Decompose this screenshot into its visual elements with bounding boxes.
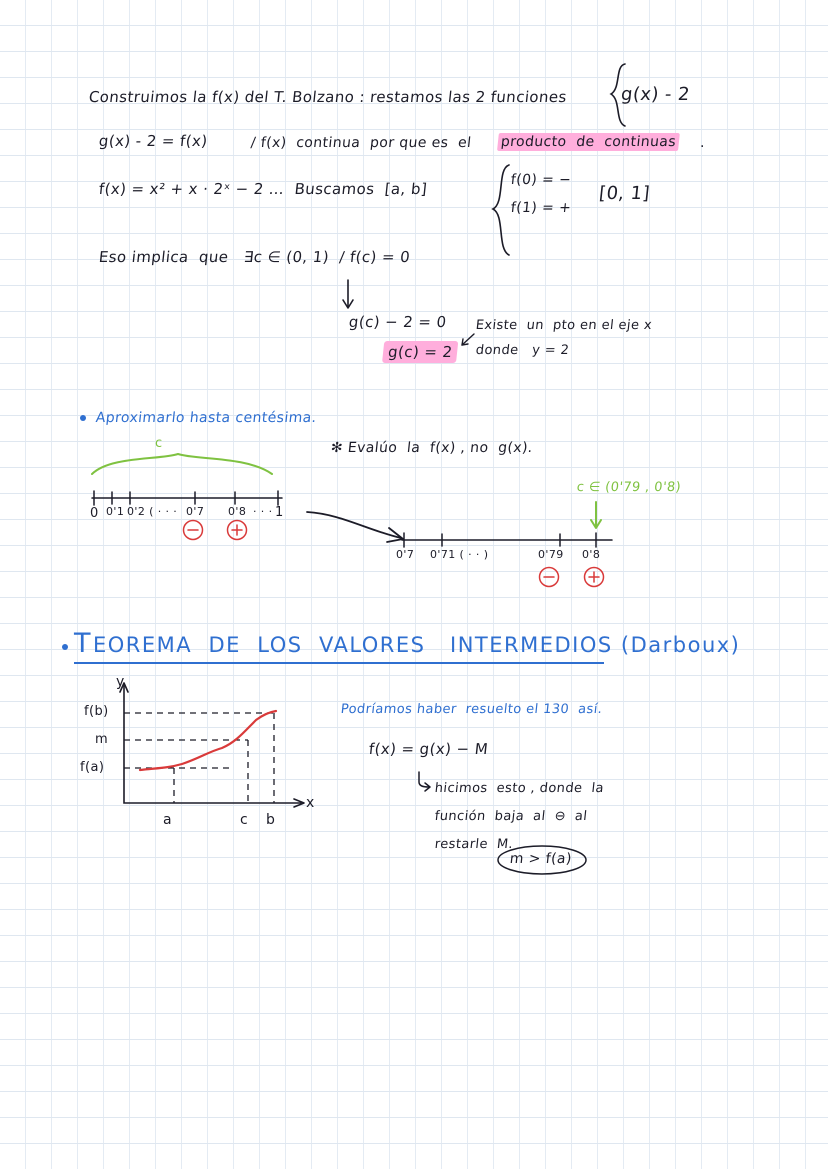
axis2-tick-08: 0'8: [582, 548, 601, 561]
bullet-tvi: [62, 644, 68, 650]
note-line-3-part1: f(x) = x² + x · 2ˣ − 2 … Buscamos [a, b]: [98, 180, 429, 198]
axis2-plus-badge: [583, 566, 607, 590]
graph-xtick-c: c: [240, 812, 249, 828]
pointer-arrow-icon: [460, 332, 476, 350]
graph-y-label: y: [116, 674, 125, 690]
axis1-tick-dots: · · ·: [253, 505, 273, 518]
note-line-4: Eso implica que ∃c ∈ (0, 1) / f(c) = 0: [98, 248, 412, 266]
side-note-formula: f(x) = g(x) − M: [368, 740, 490, 758]
axis2-tick-07: 0'7: [396, 548, 415, 561]
graph-xtick-a: a: [163, 812, 172, 828]
tvi-title-initial: T: [74, 628, 92, 659]
green-arrow-down-icon: [588, 500, 606, 534]
graph-xtick-b: b: [266, 812, 276, 828]
brace-1-item: g(x) - 2: [620, 84, 691, 105]
approx-label: Aproximarlo hasta centésima.: [95, 410, 318, 426]
axis1-tick-07: 0'7: [186, 505, 205, 518]
note-line-5-side-1: Existe un pto en el eje x: [475, 318, 653, 333]
brace-2-line-1: f(0) = −: [510, 172, 573, 188]
side-note-title: Podríamos haber resuelto el 130 así.: [340, 702, 604, 717]
axis1-tick-01: 0'1: [106, 505, 125, 518]
note-line-2-highlighted: producto de continuas: [497, 133, 680, 151]
axis2-tick-079: 0'79: [538, 548, 564, 561]
side-note-body-3: restarle M.: [434, 837, 514, 852]
side-note-body-1: hicimos esto , donde la: [434, 781, 605, 796]
axis2-minus-badge: [538, 566, 562, 590]
bullet-approx: [80, 415, 86, 421]
graph-ytick-m: m: [95, 732, 109, 747]
graph-ytick-fb: f(b): [84, 704, 109, 719]
star-note: ✻ Evalúo la f(x) , no g(x).: [330, 440, 534, 456]
note-line-2-part2: / f(x) continua por que es el: [250, 135, 473, 151]
note-line-2-period: .: [700, 135, 705, 151]
axis2-tick-071: 0'71 ( · · ): [430, 548, 489, 561]
note-line-5-boxed: g(c) = 2: [382, 341, 459, 363]
axis1-tick-1: 1: [275, 505, 284, 520]
axis1-minus-badge: [182, 519, 206, 543]
interval-0-1: [0, 1]: [598, 183, 652, 204]
tvi-title: EOREMA DE LOS VALORES INTERMEDIOS (Darboux): [93, 633, 741, 657]
note-line-2-part1: g(x) - 2 = f(x): [98, 132, 209, 150]
graph-ytick-fa: f(a): [80, 760, 105, 775]
axis1-tick-08: 0'8: [228, 505, 247, 518]
brace-2-line-2: f(1) = +: [510, 200, 573, 216]
note-line-1-text: Construimos la f(x) del T. Bolzano : restamos las 2 funciones: [88, 88, 568, 106]
arrow-down-icon: [340, 278, 360, 314]
axis2-conclusion: c ∈ (0'79 , 0'8): [576, 480, 682, 495]
zoom-arrow-icon: [305, 508, 415, 548]
brace-2: [487, 163, 513, 263]
tvi-graph: [96, 678, 326, 828]
green-c-label: c: [155, 436, 163, 451]
axis1-tick-02: 0'2 ( · · ·: [127, 505, 178, 518]
tvi-title-underline: [74, 662, 604, 664]
side-note-circled: m > f(a): [509, 851, 573, 867]
side-note-body-2: función baja al ⊖ al: [434, 809, 589, 824]
green-brace-over-axis: [90, 452, 290, 482]
graph-x-label: x: [306, 795, 315, 811]
note-line-5-side-2: donde y = 2: [475, 343, 570, 358]
axis1-plus-badge: [226, 519, 250, 543]
note-line-5: g(c) − 2 = 0: [348, 313, 448, 331]
axis1-tick-0: 0: [90, 506, 99, 521]
